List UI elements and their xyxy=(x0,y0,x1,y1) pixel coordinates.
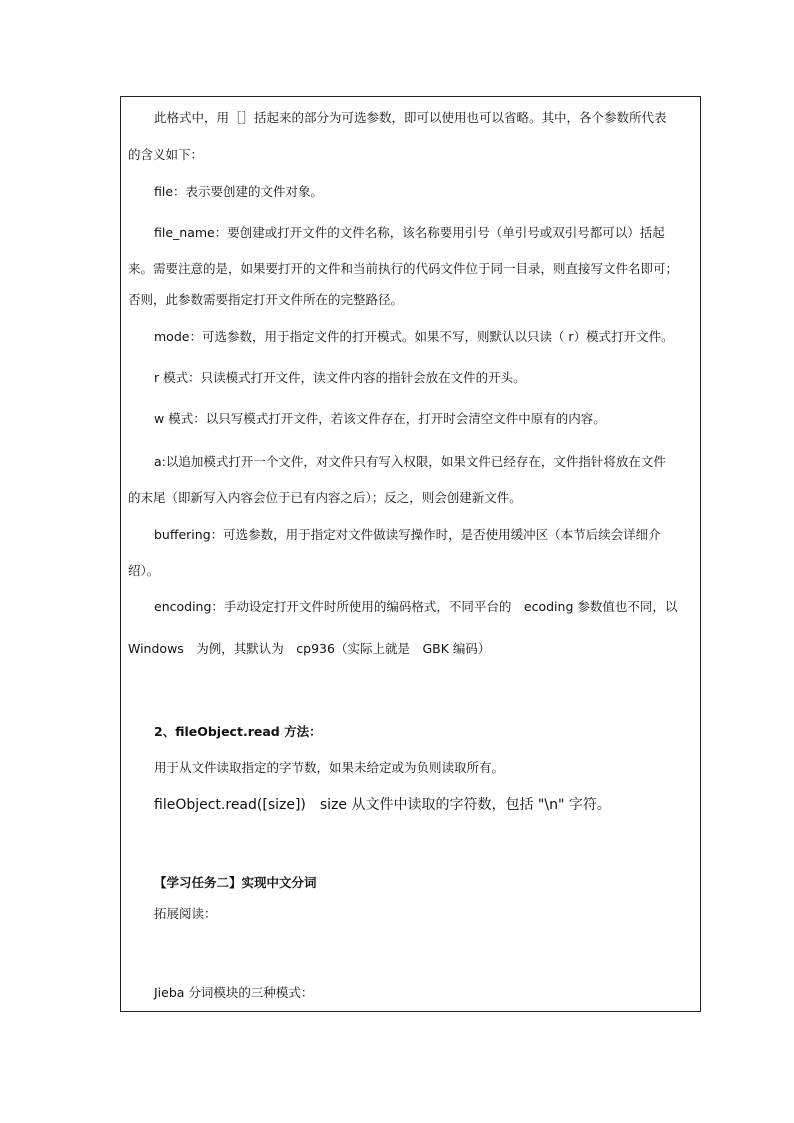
param-buffering-cont: 绍）。 xyxy=(128,563,160,578)
mode-a: a:以追加模式打开一个文件，对文件只有写入权限，如果文件已经存在，文件指针将放在文件 xyxy=(154,454,666,469)
param-encoding-cont: Windows 为例，其默认为 cp936（实际上就是 GBK 编码） xyxy=(128,641,491,656)
read-method-description: 用于从文件读取指定的字节数，如果未给定或为负则读取所有。 xyxy=(154,760,505,775)
param-mode: mode：可选参数，用于指定文件的打开模式。如果不写，则默认以只读（ r）模式打开文件。 xyxy=(154,329,674,344)
paragraph-format-intro: 此格式中，用［］括起来的部分为可选参数，即可以使用也可以省略。其中，各个参数所代表 xyxy=(154,110,667,125)
param-encoding: encoding：手动设定打开文件时所使用的编码格式，不同平台的 ecoding 参数值也不同，以 xyxy=(154,599,678,614)
param-file-name-cont-2: 否则，此参数需要指定打开文件所在的完整路径。 xyxy=(128,292,404,307)
param-file: file：表示要创建的文件对象。 xyxy=(154,184,324,199)
mode-a-cont: 的末尾（即新写入内容会位于已有内容之后）；反之，则会创建新文件。 xyxy=(128,490,522,505)
param-file-name-cont-1: 来。需要注意的是，如果要打开的文件和当前执行的代码文件位于同一目录，则直接写文件名即可； xyxy=(128,261,679,276)
param-buffering: buffering：可选参数，用于指定对文件做读写操作时，是否使用缓冲区（本节后续会详细介 xyxy=(154,527,661,542)
paragraph-format-intro-cont: 的含义如下： xyxy=(128,147,204,162)
mode-w: w 模式：以只写模式打开文件，若该文件存在，打开时会清空文件中原有的内容。 xyxy=(154,411,606,426)
section-read-method-heading: 2、fileObject.read 方法： xyxy=(154,724,322,739)
jieba-modes-heading: Jieba 分词模块的三种模式： xyxy=(154,985,314,1000)
task-two-heading: 【学习任务二】实现中文分词 xyxy=(154,875,317,890)
extended-reading-label: 拓展阅读： xyxy=(154,906,217,921)
mode-r: r 模式：只读模式打开文件，读文件内容的指针会放在文件的开头。 xyxy=(154,370,526,385)
param-file-name: file_name：要创建或打开文件的文件名称，该名称要用引号（单引号或双引号都可以）括起 xyxy=(154,225,665,240)
read-method-signature: fileObject.read([size]) size 从文件中读取的字符数，包括 "\n" 字符。 xyxy=(154,797,611,813)
